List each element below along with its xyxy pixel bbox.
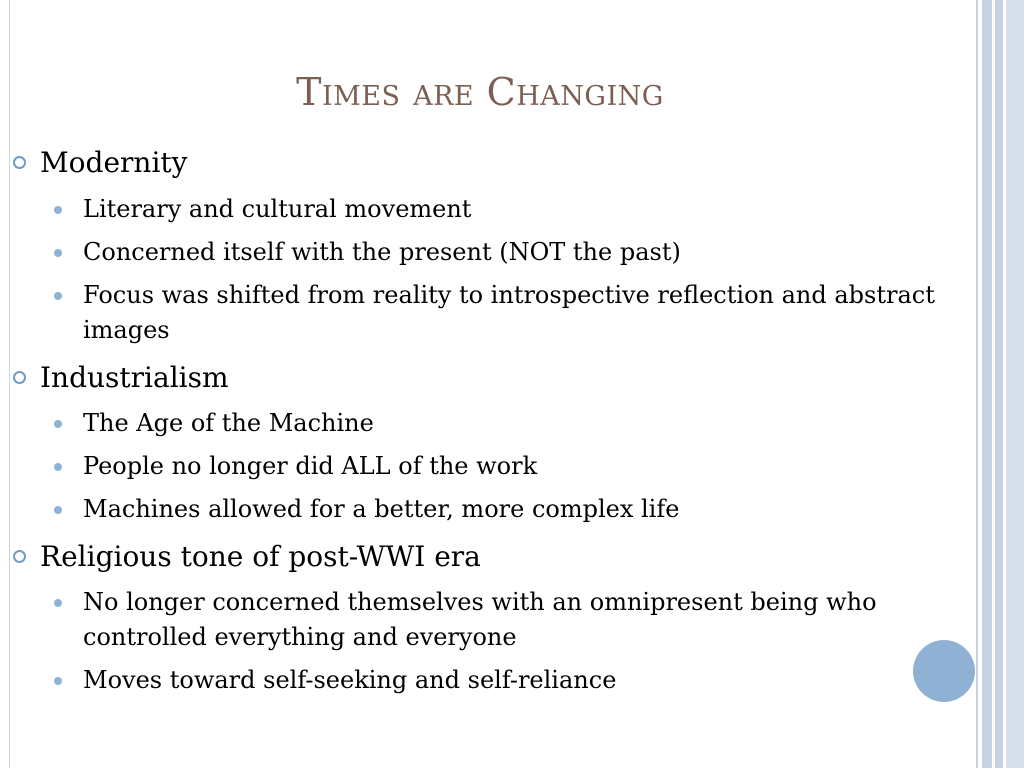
bullet-item [83, 492, 943, 527]
stripe [995, 0, 1003, 768]
bullet-text: People no longer did ALL of the work [83, 452, 538, 480]
bullet-text: Machines allowed for a better, more complex life [83, 495, 680, 523]
bullet-item [83, 585, 943, 655]
bullet-text: No longer concerned themselves with an omnipresent being who controlled everything and everyone [83, 588, 877, 651]
dot-bullet-icon [54, 599, 62, 607]
section-heading-industrialism [40, 361, 229, 395]
dot-bullet-icon [54, 506, 62, 514]
dot-bullet-icon [54, 420, 62, 428]
dot-bullet-icon [54, 206, 62, 214]
bullet-item [83, 235, 943, 270]
circle-bullet-icon [13, 550, 26, 563]
bullet-text: Literary and cultural movement [83, 195, 472, 223]
bullet-item [83, 449, 943, 484]
section-heading-text: Modernity [40, 146, 188, 179]
dot-bullet-icon [54, 463, 62, 471]
stripe [1006, 0, 1024, 768]
circle-bullet-icon [13, 156, 26, 169]
bullet-item [83, 192, 943, 227]
dot-bullet-icon [54, 677, 62, 685]
bullet-item [83, 663, 943, 698]
circle-bullet-icon [13, 371, 26, 384]
dot-bullet-icon [54, 249, 62, 257]
section-heading-text: Industrialism [40, 361, 229, 394]
dot-bullet-icon [54, 292, 62, 300]
slide-title: Times are Changing [296, 70, 664, 114]
bullet-text: The Age of the Machine [83, 409, 374, 437]
bullet-text: Moves toward self-seeking and self-reliance [83, 666, 617, 694]
stripe [982, 0, 992, 768]
decorative-stripes [976, 0, 1024, 768]
bullet-text: Focus was shifted from reality to introspective reflection and abstract images [83, 281, 935, 344]
bullet-item [83, 406, 943, 441]
section-heading-text: Religious tone of post-WWI era [40, 540, 481, 573]
section-heading-religious-tone [40, 540, 481, 574]
bullet-item [83, 278, 943, 348]
bullet-text: Concerned itself with the present (NOT the past) [83, 238, 681, 266]
section-heading-modernity [40, 146, 187, 180]
